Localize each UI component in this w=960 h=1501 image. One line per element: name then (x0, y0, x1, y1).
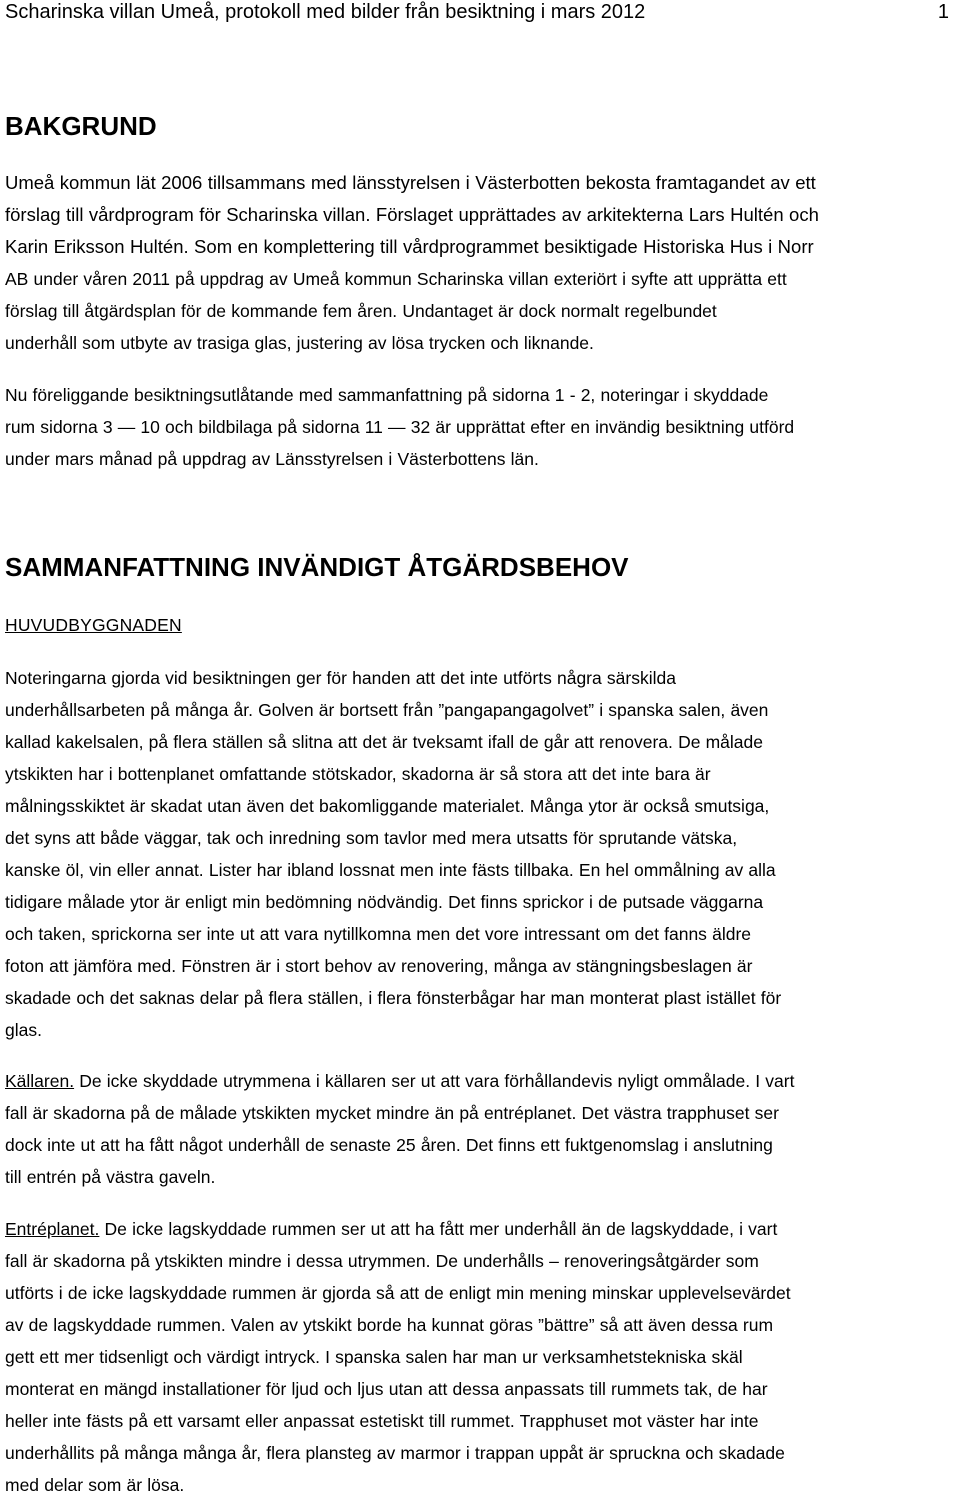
text-line: det syns att både väggar, tak och inredning som tavlor med mera utsatts för sprutande vätska, (5, 828, 738, 848)
text-line: fall är skadorna på de målade ytskikten mycket mindre än på entréplanet. Det västra trapphuset ser (5, 1103, 779, 1123)
paragraph-entreplanet (5, 1213, 953, 1501)
text-line: underhållsarbeten på många år. Golven är bortsett från ”pangapangagolvet” i spanska salen, även (5, 700, 769, 720)
text-line: förslag till åtgärdsplan för de kommande fem åren. Undantaget är dock normalt regelbundet (5, 301, 717, 321)
text-line: dock inte ut att ha fått något underhåll de senaste 25 åren. Det finns ett fuktgenomslag i anslutning (5, 1135, 773, 1155)
subheading-huvudbyggnaden: HUVUDBYGGNADEN (5, 615, 182, 635)
text-line: gett ett mer tidsenligt och värdigt intryck. I spanska salen har man ur verksamhetstekniska skäl (5, 1347, 743, 1367)
running-header (5, 0, 955, 24)
text-line: av de lagskyddade rummen. Valen av ytskikt borde ha kunnat göras ”bättre” så att även dessa rum (5, 1315, 774, 1335)
text-line: Noteringarna gjorda vid besiktningen ger för handen att det inte utförts några särskilda (5, 668, 676, 688)
text-line: glas. (5, 1020, 42, 1040)
text-line: heller inte fästs på ett varsamt eller anpassat estetiskt till rummet. Trapphuset mot väster har inte (5, 1411, 759, 1431)
text-line: AB under våren 2011 på uppdrag av Umeå kommun Scharinska villan exteriört i syfte att upprätta ett (5, 269, 787, 289)
paragraph-bakgrund-1 (5, 167, 953, 359)
heading-bakgrund: BAKGRUND (5, 111, 157, 141)
text-line: foton att jämföra med. Fönstren är i stort behov av renovering, många av stängningsbeslagen är (5, 956, 753, 976)
document-title: Scharinska villan Umeå, protokoll med bilder från besiktning i mars 2012 (5, 1, 646, 23)
text-line: kanske öl, vin eller annat. Lister har ibland lossnat men inte fästs tillbaka. En hel ommålning av alla (5, 860, 776, 880)
text-line: skadade och det saknas delar på flera ställen, i flera fönsterbågar har man monterat plast istället för (5, 988, 782, 1008)
text-line: Karin Eriksson Hultén. Som en komplettering till vårdprogrammet besiktigade Historiska Hus i Norr (5, 236, 814, 257)
text-line: målningsskiktet är skadat utan även det bakomliggande materialet. Många ytor är också smutsiga, (5, 796, 770, 816)
text-run: De icke lagskyddade rummen ser ut att ha fått mer underhåll än de lagskyddade, i vart (99, 1219, 778, 1239)
text-line: Umeå kommun lät 2006 tillsammans med länsstyrelsen i Västerbotten bekosta framtagandet av ett (5, 172, 816, 193)
text-line: förslag till vårdprogram för Scharinska villan. Förslaget upprättades av arkitekterna Lars Hultén och (5, 204, 819, 225)
paragraph-sammanfattning (5, 662, 953, 1046)
paragraph-kallaren (5, 1065, 953, 1193)
heading-sammanfattning: SAMMANFATTNING INVÄNDIGT ÅTGÄRDSBEHOV (5, 552, 629, 582)
text-line: monterat en mängd installationer för ljud och ljus utan att dessa anpassats till rummets tak, de har (5, 1379, 768, 1399)
text-line: med delar som är lösa. (5, 1475, 185, 1495)
text-line: rum sidorna 3 — 10 och bildbilaga på sidorna 11 — 32 är upprättat efter en invändig besiktning utförd (5, 417, 795, 437)
runin-label-kallaren: Källaren. (5, 1071, 75, 1091)
text-line: under mars månad på uppdrag av Länsstyrelsen i Västerbottens län. (5, 449, 539, 469)
text-line: tidigare målade ytor är enligt min bedömning nödvändig. Det finns sprickor i de putsade väggarna (5, 892, 764, 912)
text-line: utförts i de icke lagskyddade rummen är gjorda så att de enligt min mening minskar upplevelsevärdet (5, 1283, 791, 1303)
text-line: kallad kakelsalen, på flera ställen så slitna att det är tveksamt ifall de går att renovera. De målade (5, 732, 763, 752)
text-line: och taken, sprickorna ser inte ut att vara nytillkomna men det vore intressant om det fanns äldre (5, 924, 752, 944)
text-line: underhåll som utbyte av trasiga glas, justering av lösa trycken och liknande. (5, 333, 594, 353)
text-line: Nu föreliggande besiktningsutlåtande med sammanfattning på sidorna 1 - 2, noteringar i skyddade (5, 385, 769, 405)
runin-label-entreplanet: Entréplanet. (5, 1219, 100, 1239)
page-number: 1 (937, 1, 949, 23)
text-line: ytskikten har i bottenplanet omfattande stötskador, skadorna är så stora att det inte bara är (5, 764, 711, 784)
paragraph-bakgrund-2 (5, 379, 953, 475)
text-line: fall är skadorna på ytskikten mindre i dessa utrymmen. De underhålls – renoveringsåtgärder som (5, 1251, 759, 1271)
text-line (5, 1065, 953, 1097)
text-run: De icke skyddade utrymmena i källaren ser ut att vara förhållandevis nyligt ommålade. I vart (74, 1071, 795, 1091)
text-line: till entrén på västra gaveln. (5, 1167, 216, 1187)
text-line: underhållits på många många år, flera plansteg av marmor i trappan uppåt är spruckna och skadade (5, 1443, 785, 1463)
text-line (5, 1213, 953, 1245)
